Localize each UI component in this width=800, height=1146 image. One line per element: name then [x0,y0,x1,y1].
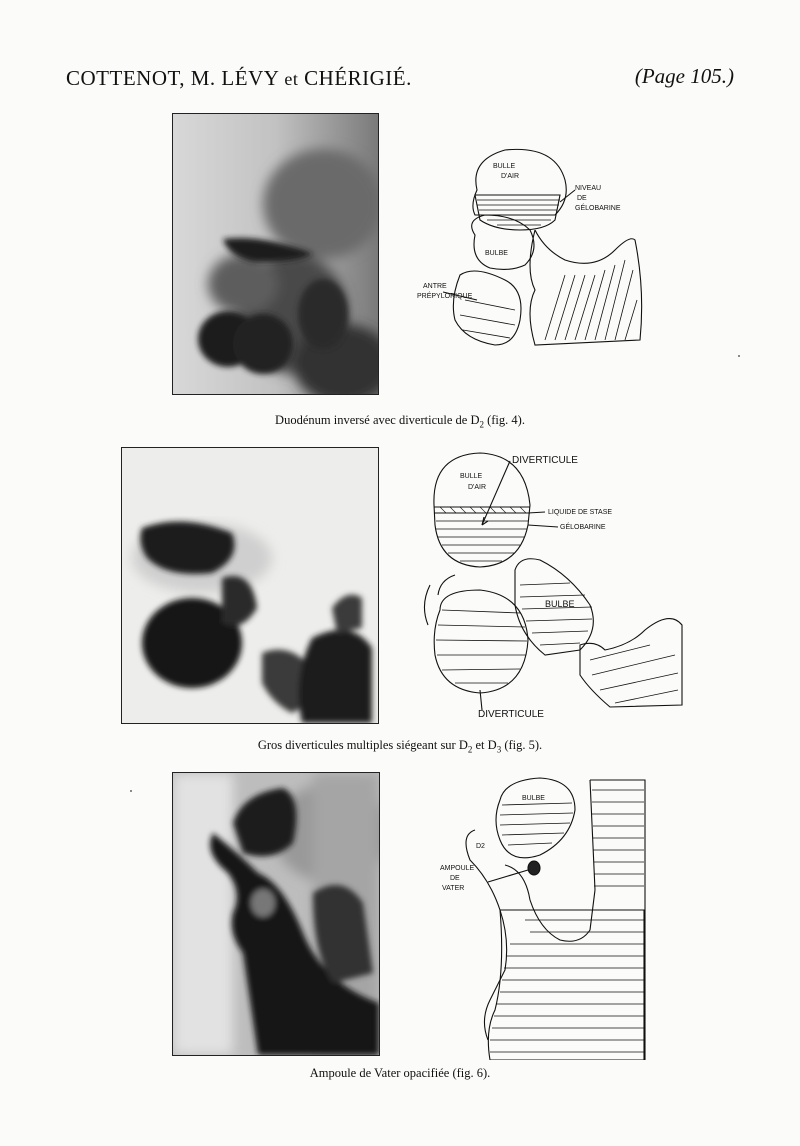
label-bulle: BULLE [460,473,483,480]
label-dair: D'AIR [501,173,520,180]
fig6-sketch [430,770,655,1060]
fig5-radiograph [121,447,379,724]
label-prepylorique: PRÉPYLORIQUE [417,293,473,300]
scan-speck [738,355,740,357]
label-dair: D'AIR [468,484,487,491]
fig4-sketch [415,140,665,360]
authors-part-a: COTTENOT, M. LÉVY [66,66,279,90]
label-de: DE [577,195,587,202]
label-vater: VATER [442,885,465,892]
label-niveau: NIVEAU [575,185,602,192]
fig5-caption: Gros diverticules multiples siégeant sur $D_2$ et $D_3$ (fig. 5). [257,738,543,755]
authors-part-b: CHÉRIGIÉ. [304,66,412,90]
running-head-authors [66,66,412,91]
fig4-caption: Duodénum inversé avec diverticule de $D_2$ (fig. 4). [275,413,525,430]
label-bulbe: BULBE [522,795,545,802]
page-number: (Page 105.) [634,64,734,88]
label-bulbe: BULBE [485,250,508,257]
fig6-radiograph [172,772,380,1056]
label-bulle: BULLE [493,163,516,170]
label-d2: D2 [476,843,485,850]
label-diverticule-bottom: DIVERTICULE [478,709,544,720]
label-antre: ANTRE [423,283,447,290]
scan-speck [130,790,132,792]
label-gelobarine: GÉLOBARINE [575,205,621,212]
label-gelobarine: GÉLOBARINE [560,524,606,531]
label-bulbe: BULBE [545,599,575,609]
label-diverticule-top: DIVERTICULE [512,455,578,466]
fig5-sketch [420,445,690,725]
label-ampoule: AMPOULE [440,865,475,872]
authors-et: et [284,69,299,89]
fig6-caption: Ampoule de Vater opacifiée (fig. 6). [309,1066,491,1080]
fig4-radiograph [172,113,379,395]
label-de: DE [450,875,460,882]
label-liquide: LIQUIDE DE STASE [548,509,613,516]
